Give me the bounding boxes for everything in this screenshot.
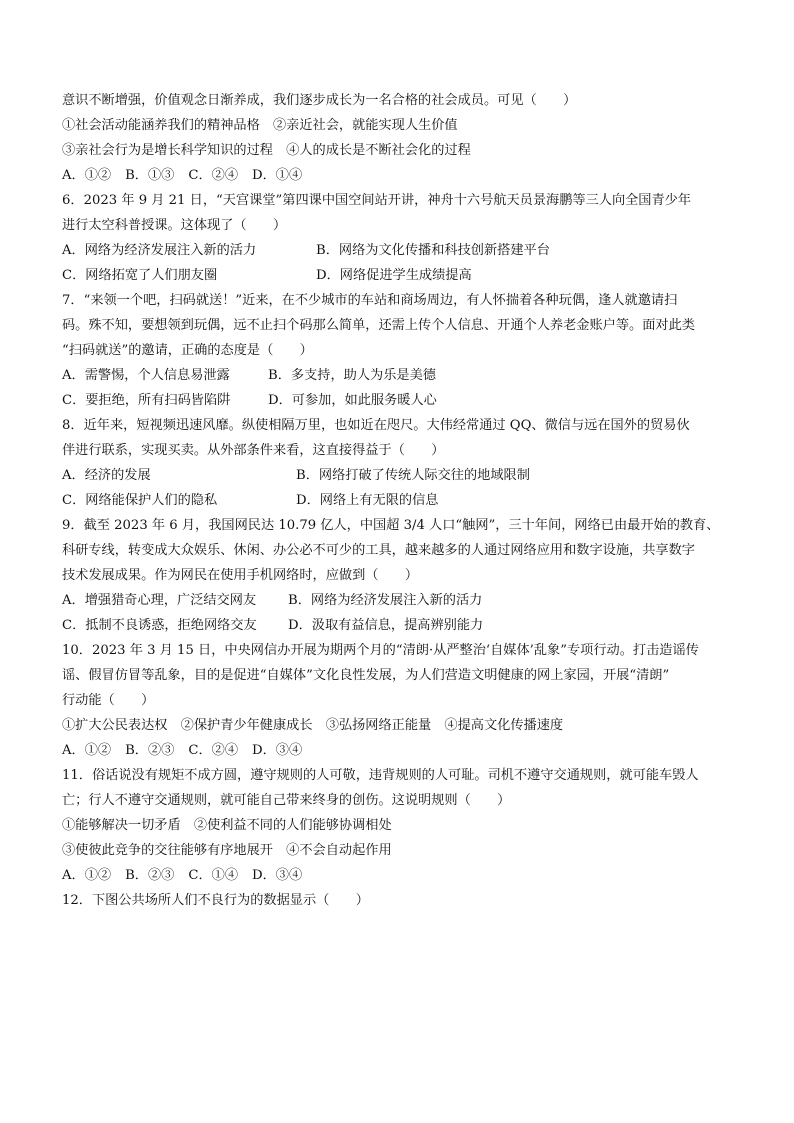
q11-option-b[interactable]: B．②③ (125, 868, 175, 883)
q8-stem-line-1: 8．近年来，短视频迅速风靡。纵使相隔万里，也如近在咫尺。大伟经常通过 QQ、微信与远在国外的贸易伙 (62, 418, 690, 433)
q12-stem: 12．下图公共场所人们不良行为的数据显示（ ） (62, 893, 369, 908)
q7-stem-line-2: 码。殊不知，要想领到玩偶，远不止扫个码那么简单，还需上传个人信息、开通个人养老金账户等。面对此类 (62, 318, 695, 333)
q9-options-row-1 (62, 588, 742, 613)
q7-stem-line-3: “扫码就送”的邀请，正确的态度是（ ） (62, 343, 313, 358)
q11-statement-2: ③使彼此竞争的交往能够有序地展开 ④不会自动起作用 (62, 843, 392, 858)
q11-option-d[interactable]: D．③④ (252, 868, 303, 883)
exam-page (62, 88, 742, 913)
q8-options-row-2 (62, 488, 742, 513)
q9-options-row-2 (62, 613, 742, 638)
q7-stem-line-1: 7．“来领一个吧，扫码就送！”近来，在不少城市的车站和商场周边，有人怀揣着各种玩偶，逢人就邀请扫 (62, 293, 678, 308)
q5-option-b[interactable]: B．①③ (125, 168, 175, 183)
q5-stem: 意识不断增强，价值观念日渐养成，我们逐步成长为一名合格的社会成员。可见（ ） (62, 93, 577, 108)
q8-option-d[interactable]: D．网络上有无限的信息 (296, 493, 439, 508)
q5-statement-2: ③亲社会行为是增长科学知识的过程 ④人的成长是不断社会化的过程 (62, 143, 471, 158)
q10-option-d[interactable]: D．③④ (252, 743, 303, 758)
q7-options-row-2 (62, 388, 742, 413)
q11-option-a[interactable]: A．①② (62, 868, 112, 883)
q10-option-b[interactable]: B．②③ (125, 743, 175, 758)
q7-option-d[interactable]: D．可参加，如此服务暖人心 (268, 393, 437, 408)
q7-option-a[interactable]: A．需警惕，个人信息易泄露 (62, 368, 230, 383)
q11-stem-line-1: 11．俗话说没有规矩不成方圆，遵守规则的人可敬，违背规则的人可耻。司机不遵守交通规则，就可能车毁人 (62, 768, 699, 783)
q9-option-c[interactable]: C．抵制不良诱惑，拒绝网络交友 (62, 618, 257, 633)
q10-stem-line-2: 谣、假冒仿冒等乱象，目的是促进“自媒体”文化良性发展，为人们营造文明健康的网上家园，开展“清朗” (62, 668, 670, 683)
q7-options-row-1 (62, 363, 742, 388)
q6-option-a[interactable]: A．网络为经济发展注入新的活力 (62, 243, 257, 258)
q5-options (62, 163, 742, 188)
q6-options-row-1 (62, 238, 742, 263)
q8-option-c[interactable]: C．网络能保护人们的隐私 (62, 493, 218, 508)
q6-option-d[interactable]: D．网络促进学生成绩提高 (316, 268, 472, 283)
q9-option-d[interactable]: D．汲取有益信息，提高辨别能力 (288, 618, 484, 633)
q11-options (62, 863, 742, 888)
q5-option-a[interactable]: A．①② (62, 168, 112, 183)
q5-statement-1: ①社会活动能涵养我们的精神品格 ②亲近社会，就能实现人生价值 (62, 118, 458, 133)
q11-stem-line-2: 亡；行人不遵守交通规则，就可能自己带来终身的创伤。这说明规则（ ） (62, 793, 511, 808)
q11-statement-1: ①能够解决一切矛盾 ②使利益不同的人们能够协调相处 (62, 818, 392, 833)
q9-stem-line-1: 9．截至 2023 年 6 月，我国网民达 10.79 亿人，中国超 3/4 人口“触网”，三十年间，网络已由最开始的教育、 (62, 518, 720, 533)
q10-stem-line-1: 10．2023 年 3 月 15 日，中央网信办开展为期两个月的“清朗·从严整治‘自媒体’乱象”专项行动。打击造谣传 (62, 643, 699, 658)
q9-option-a[interactable]: A．增强猎奇心理，广泛结交网友 (62, 593, 257, 608)
q6-stem-line-1: 6．2023 年 9 月 21 日，“天宫课堂”第四课中国空间站开讲，神舟十六号航天员景海鹏等三人向全国青少年 (62, 193, 692, 208)
q10-option-c[interactable]: C．②④ (188, 743, 239, 758)
q11-option-c[interactable]: C．①④ (188, 868, 239, 883)
q8-option-b[interactable]: B．网络打破了传统人际交往的地域限制 (296, 468, 530, 483)
q8-options-row-1 (62, 463, 742, 488)
q10-statements: ①扩大公民表达权 ②保护青少年健康成长 ③弘扬网络正能量 ④提高文化传播速度 (62, 718, 564, 733)
q10-stem-line-3: 行动能（ ） (62, 693, 155, 708)
q7-option-c[interactable]: C．要拒绝，所有扫码皆陷阱 (62, 393, 231, 408)
q6-option-b[interactable]: B．网络为文化传播和科技创新搭建平台 (316, 243, 550, 258)
q6-options-row-2 (62, 263, 742, 288)
q8-option-a[interactable]: A．经济的发展 (62, 468, 151, 483)
q10-options (62, 738, 742, 763)
q10-option-a[interactable]: A．①② (62, 743, 112, 758)
q9-option-b[interactable]: B．网络为经济发展注入新的活力 (288, 593, 483, 608)
q7-option-b[interactable]: B．多支持，助人为乐是美德 (268, 368, 436, 383)
q6-stem-line-2: 进行太空科普授课。这体现了（ ） (62, 218, 287, 233)
q5-option-d[interactable]: D．①④ (252, 168, 303, 183)
q9-stem-line-2: 科研专线，转变成大众娱乐、休闲、办公必不可少的工具，越来越多的人通过网络应用和数字设施，共享数字 (62, 543, 695, 558)
q5-option-c[interactable]: C．②④ (188, 168, 239, 183)
q9-stem-line-3: 技术发展成果。作为网民在使用手机网络时，应做到（ ） (62, 568, 419, 583)
q6-option-c[interactable]: C．网络拓宽了人们朋友圈 (62, 268, 218, 283)
q8-stem-line-2: 伴进行联系，实现买卖。从外部条件来看，这直接得益于（ ） (62, 443, 445, 458)
